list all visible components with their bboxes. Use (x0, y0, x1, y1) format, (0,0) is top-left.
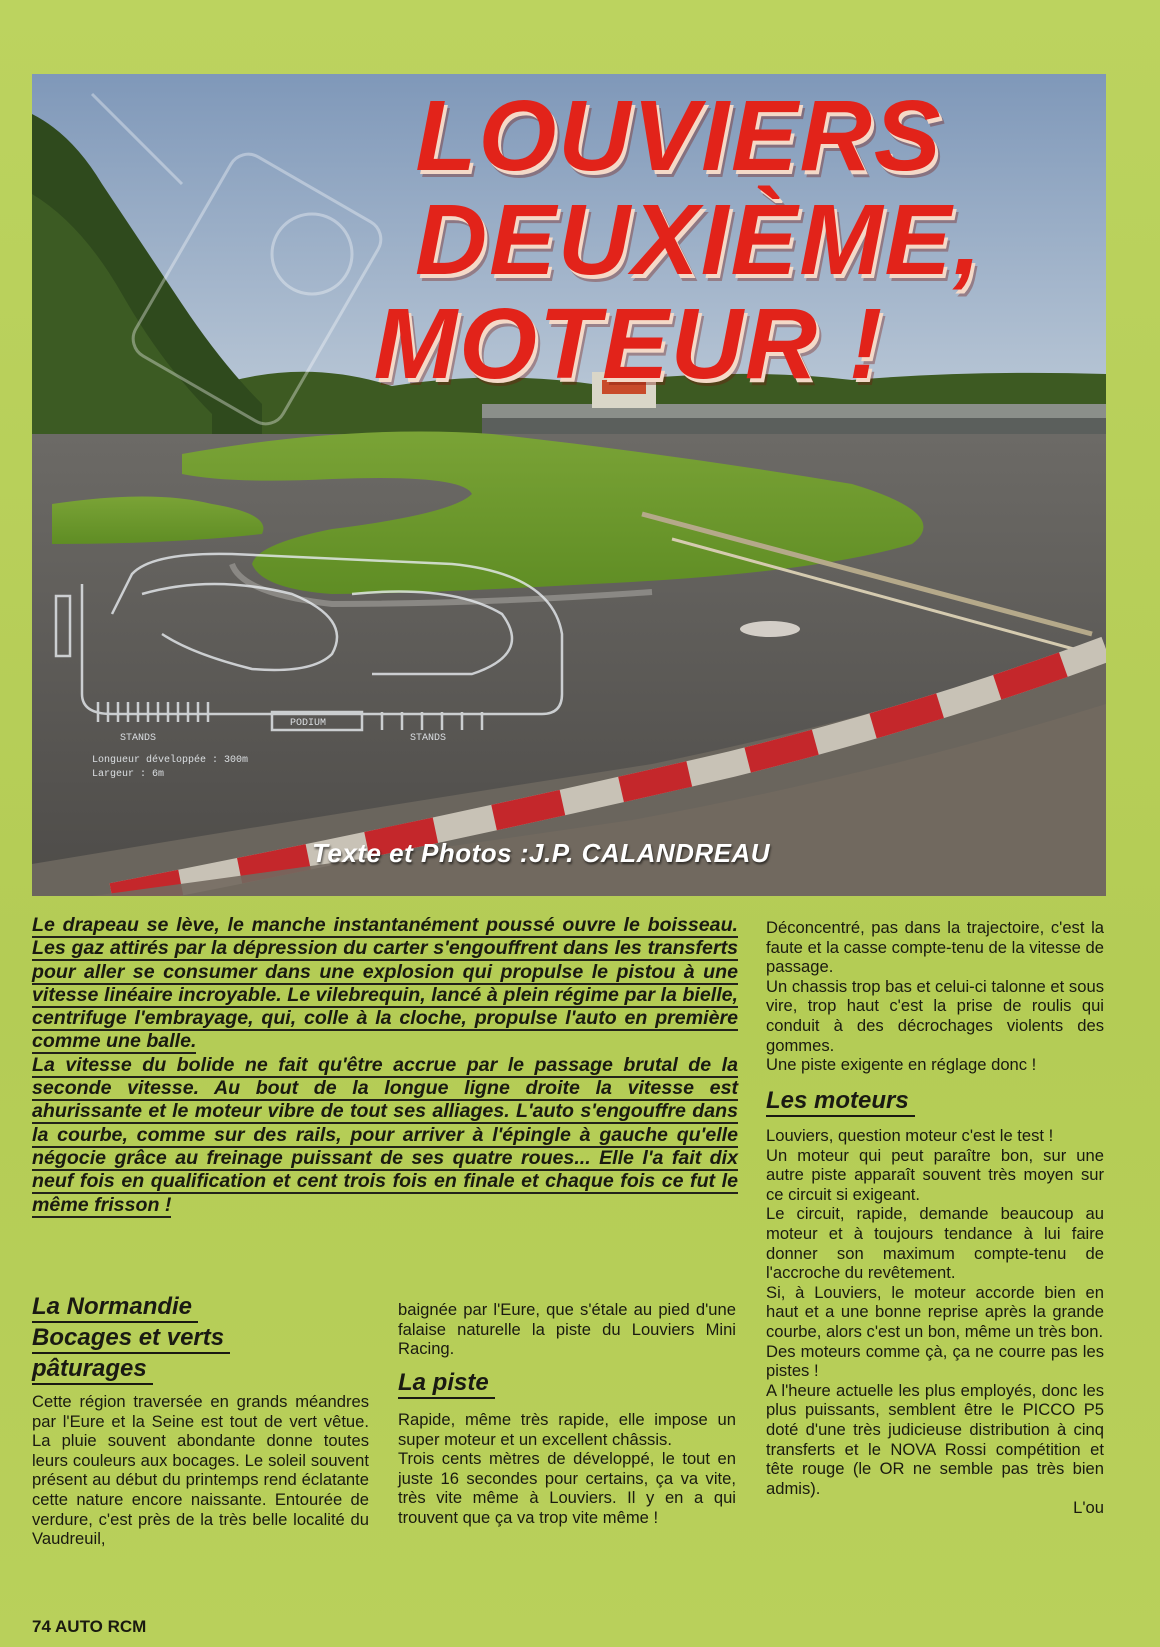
intro-paragraph (32, 914, 738, 1217)
col3-lead-p2: Un chassis trop bas et celui-ci talonne et sous vire, trop haut c'est la prise de roulis qui conduit à des décrochages violents des gommes. (766, 976, 1104, 1055)
column-1-body (32, 1392, 369, 1549)
race-track-photo (32, 74, 1106, 896)
col2-lead-text: baignée par l'Eure, que s'étale au pied d'une falaise naturelle la piste du Louviers Mini Racing. (398, 1300, 736, 1359)
moteurs-p6: A l'heure actuelle les plus employés, donc les plus puissants, semblent être le PICCO P5 doté d'une très judicieuse distribution à cinq transferts et le NOVA Rossi compétition et tête rouge (le OR ne semble pas très bien admis). (766, 1380, 1104, 1498)
map-label-length: Longueur développée : 300m (92, 755, 249, 766)
moteurs-p2: Un moteur qui peut paraître bon, sur une autre piste apparaît souvent très moyen sur ce circuit si exigeant. (766, 1145, 1104, 1204)
moteurs-p4: Si, à Louviers, le moteur accorde bien en haut et a une bonne reprise après la grande courbe, alors c'est un bon, même un très bon. (766, 1282, 1104, 1341)
map-label-width: Largeur : 6m (92, 769, 165, 780)
intro-text-2: La vitesse du bolide ne fait qu'être accrue par le passage brutal de la seconde vitesse. Au bout de la longue ligne droite la vitesse est ahurissante et le moteur vibre de tout ses alliages. L'auto s'engouffre dans la courbe, comme sur des rails, pour arriver à l'épingle à gauche qu'elle négocie grâce au freinage puissant de ses quatre roues... Elle l'a fait dix neuf fois en qualification et cent trois fois en finale et chaque fois ce fut le même frisson ! (32, 1053, 738, 1216)
piste-title: La piste (398, 1368, 495, 1399)
moteurs-p3: Le circuit, rapide, demande beaucoup au moteur et à toujours tendance à lui faire donner son maximum compte-tenu de l'accroche du revêtement. (766, 1204, 1104, 1283)
magazine-name: AUTO RCM (55, 1617, 147, 1636)
column-2-lead (398, 1300, 736, 1359)
column-2-body (398, 1410, 736, 1528)
col3-lead-p1: Déconcentré, pas dans la trajectoire, c'est la faute et la casse compte-tenu de la vitesse de passage. (766, 918, 1104, 977)
headline-line-2: DEUXIÈME, (414, 184, 984, 296)
section-title-piste (398, 1368, 495, 1399)
normandie-body: Cette région traversée en grands méandres par l'Eure et la Seine est tout de vert vêtue. La pluie souvent abondante donne toutes leurs couleurs aux bocages. Le soleil souvent présent au début du printemps rend éclatante cette nature encore naissante. Entourée de verdure, c'est près de la très belle localité du Vaudreuil, (32, 1392, 369, 1549)
headline-line-3: MOTEUR ! (373, 288, 885, 400)
section-title-moteurs (766, 1086, 915, 1117)
normandie-title-line-2: Bocages et verts (32, 1323, 230, 1354)
normandie-title-line-3: pâturages (32, 1354, 153, 1385)
column-3-body (766, 1126, 1104, 1518)
photo-credit: Texte et Photos :J.P. CALANDREAU (312, 838, 771, 868)
moteurs-title: Les moteurs (766, 1086, 915, 1117)
page-footer (32, 1617, 146, 1637)
normandie-title-line-1: La Normandie (32, 1292, 198, 1323)
section-title-normandie (32, 1292, 352, 1385)
map-label-podium: PODIUM (290, 718, 327, 729)
map-label-stands-left: STANDS (120, 733, 157, 744)
map-label-stands-right: STANDS (410, 733, 447, 744)
page-number: 74 (32, 1617, 51, 1636)
col3-lead-p3: Une piste exigente en réglage donc ! (766, 1055, 1037, 1075)
intro-text-1: Le drapeau se lève, le manche instantanément poussé ouvre le boisseau. Les gaz attirés par la dépression du carter s'engouffrent dans les transferts pour aller se consumer dans une explosion qui propulse le pistou à une vitesse linéaire incroyable. Le vilebrequin, lancé à plein régime par la bielle, centrifuge l'embrayage, qui, colle à la cloche, propulse l'auto en première comme une balle. (32, 914, 738, 1053)
piste-p2: Trois cents mètres de développé, le tout en juste 16 secondes pour certains, ça va vite, très vite même à Louviers. Il y en a qui trouvent que ça va trop vite même ! (398, 1449, 736, 1527)
column-3-lead (766, 918, 1104, 1075)
moteurs-p1: Louviers, question moteur c'est le test ! (766, 1126, 1054, 1145)
piste-p1: Rapide, même très rapide, elle impose un super moteur et un excellent châssis. (398, 1410, 736, 1449)
moteurs-p5: Des moteurs comme çà, ça ne courre pas les pistes ! (766, 1341, 1104, 1381)
moteurs-p6-tail: L'ou (1073, 1498, 1104, 1518)
headline-line-1: LOUVIERS (415, 80, 943, 192)
